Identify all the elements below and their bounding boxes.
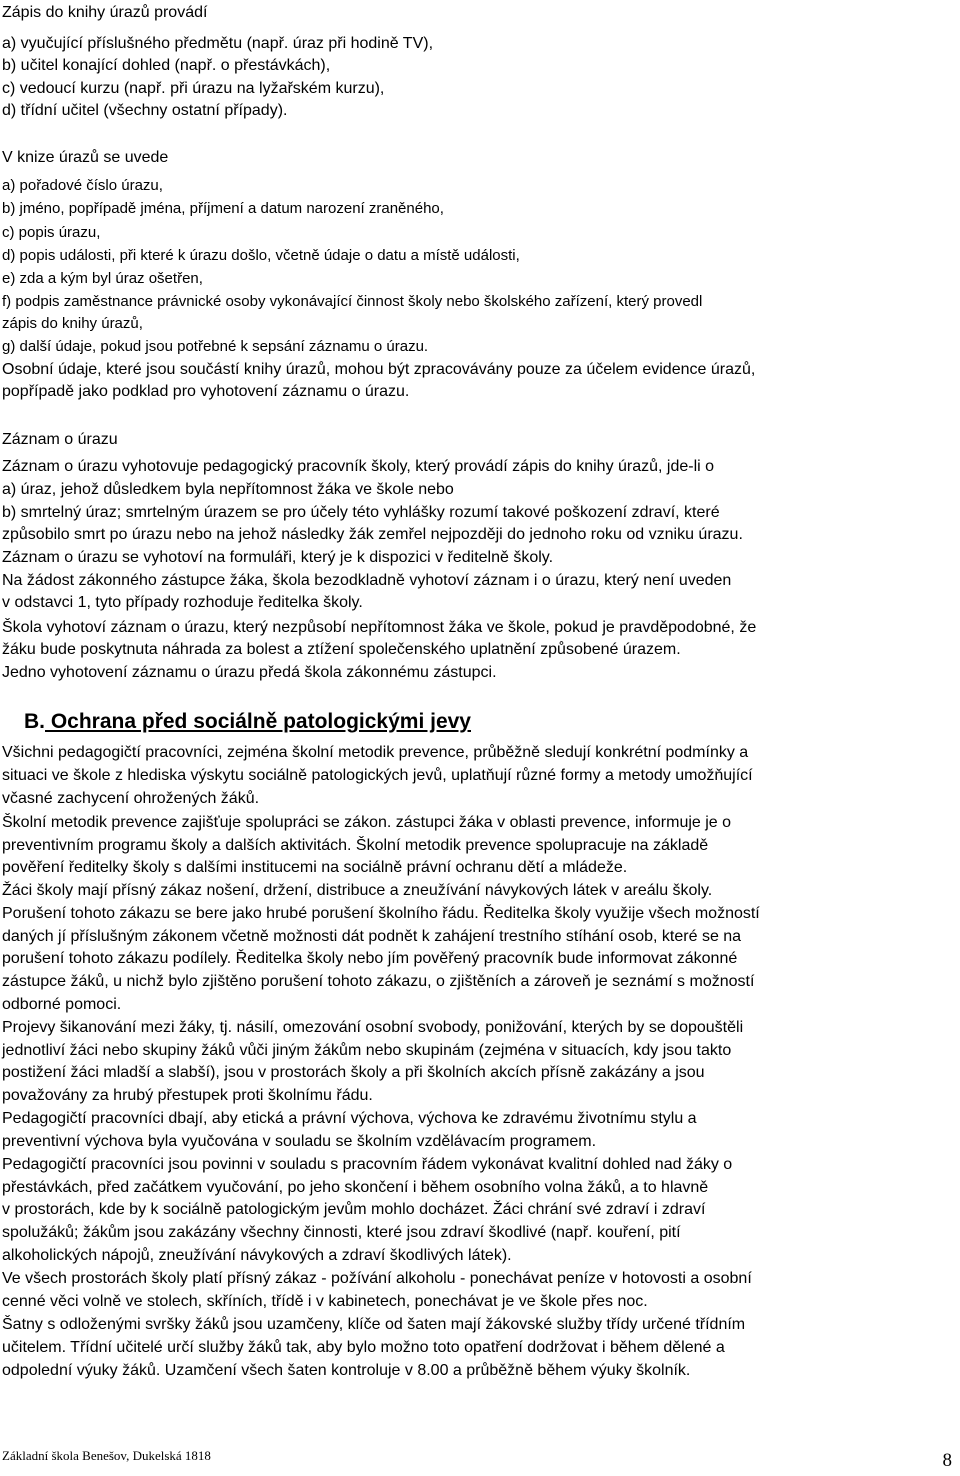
paragraph-line: zástupce žáků, u nichž bylo zjištěno porušení tohoto zákazu, o zjištěních a zároveň je seznámí s možností	[2, 973, 755, 990]
paragraph-line: Žáci školy mají přísný zákaz nošení, držení, distribuce a zneužívání návykových látek v areálu školy.	[2, 882, 713, 899]
paragraph-line: b) jméno, popřípadě jména, příjmení a datum narození zraněného,	[2, 200, 444, 217]
paragraph-line: c) popis úrazu,	[2, 224, 101, 241]
paragraph-line: a) pořadové číslo úrazu,	[2, 177, 163, 194]
paragraph-line: Všichni pedagogičtí pracovníci, zejména školní metodik prevence, průběžně sledují konkrétní podmínky a	[2, 744, 749, 761]
section-b-letter: B.	[24, 710, 45, 733]
paragraph-line: Škola vyhotoví záznam o úrazu, který nezpůsobí nepřítomnost žáka ve škole, pokud je pravděpodobné, že	[2, 619, 757, 636]
paragraph-line: v odstavci 1, tyto případy rozhoduje ředitelka školy.	[2, 594, 363, 611]
paragraph-line: Školní metodik prevence zajišťuje spolupráci se zákon. zástupci žáka v oblasti prevence, informuje je o	[2, 814, 732, 831]
footer-school-name: Základní škola Benešov, Dukelská 1818	[2, 1448, 211, 1463]
paragraph-line: cenné věci volně ve stolech, skříních, třídě i v kabinetech, ponechávat je ve škole přes noc.	[2, 1293, 648, 1310]
paragraph-line: Záznam o úrazu se vyhotoví na formuláři, který je k dispozici v ředitelně školy.	[2, 549, 554, 566]
paragraph-line: včasné zachycení ohrožených žáků.	[2, 790, 260, 807]
paragraph-line: jednotliví žáci nebo skupiny žáků vůči jiným žákům nebo skupinám (zejména v situacích, kdy jsou takto	[2, 1042, 732, 1059]
paragraph-line: zápis do knihy úrazů,	[2, 315, 143, 332]
paragraph-line: Jedno vyhotovení záznamu o úrazu předá škola zákonnému zástupci.	[2, 664, 497, 681]
paragraph-line: pověření ředitelky školy s dalšími institucemi na sociálně právní ochranu dětí a mládeže.	[2, 859, 628, 876]
paragraph-line: Osobní údaje, které jsou součástí knihy úrazů, mohou být zpracovávány pouze za účelem evidence úrazů,	[2, 361, 756, 378]
paragraph-line: b) učitel konající dohled (např. o přestávkách),	[2, 57, 331, 74]
paragraph-line: Porušení tohoto zákazu se bere jako hrubé porušení školního řádu. Ředitelka školy využije všech možností	[2, 905, 760, 922]
paragraph-line: Ve všech prostorách školy platí přísný zákaz - požívání alkoholu - ponechávat peníze v hotovosti a osobní	[2, 1270, 752, 1287]
paragraph-line: d) třídní učitel (všechny ostatní případy).	[2, 102, 288, 119]
paragraph-line: Záznam o úrazu vyhotovuje pedagogický pracovník školy, který provádí zápis do knihy úrazů, jde-li o	[2, 458, 715, 475]
paragraph-line: preventivním programu školy a dalších aktivitách. Školní metodik prevence spolupracuje na základě	[2, 837, 709, 854]
section-heading: V knize úrazů se uvede	[2, 149, 169, 166]
paragraph-line: a) úraz, jehož důsledkem byla nepřítomnost žáka ve škole nebo	[2, 481, 454, 498]
paragraph-line: Šatny s odloženými svršky žáků jsou uzamčeny, klíče od šaten mají žákovské služby třídy určené třídním	[2, 1316, 746, 1333]
page-number: 8	[942, 1450, 952, 1471]
paragraph-line: daných jí příslušným zákonem včetně možnosti dát podnět k zahájení trestního stíhání osob, které se na	[2, 928, 742, 945]
paragraph-line: preventivní výchova byla vyučována v souladu se školním vzdělávacím programem.	[2, 1133, 597, 1150]
paragraph-line: odpolední výuky žáků. Uzamčení všech šaten kontroluje v 8.00 a průběžně během výuky školník.	[2, 1362, 691, 1379]
paragraph-line: e) zda a kým byl úraz ošetřen,	[2, 270, 203, 287]
paragraph-line: alkoholických nápojů, zneužívání návykových a zdraví škodlivých látek).	[2, 1247, 512, 1264]
paragraph-line: Projevy šikanování mezi žáky, tj. násilí, omezování osobní svobody, ponižování, kterých by se dopouštěli	[2, 1019, 744, 1036]
paragraph-line: porušení tohoto zákazu podílely. Ředitelka školy nebo jím pověřený pracovník bude informovat zákonné	[2, 950, 738, 967]
paragraph-line: situaci ve škole z hlediska výskytu sociálně patologických jevů, uplatňují různé formy a metody umožňující	[2, 767, 753, 784]
paragraph-line: způsobilo smrt po úrazu nebo na jehož následky žák zemřel nejpozději do jednoho roku od vzniku úrazu.	[2, 526, 743, 543]
paragraph-line: Pedagogičtí pracovníci dbají, aby etická a právní výchova, výchova ke zdravému životnímu stylu a	[2, 1110, 697, 1127]
section-b-heading	[24, 708, 471, 736]
paragraph-line: d) popis události, při které k úrazu došlo, včetně údaje o datu a místě události,	[2, 247, 520, 264]
paragraph-line: postižení žáci mladší a slabší), jsou v prostorách školy a při školních akcích přísně zakázány a jsou	[2, 1064, 705, 1081]
section-b-title: Ochrana před sociálně patologickými jevy	[45, 710, 471, 733]
paragraph-line: v prostorách, kde by k sociálně patologickým jevům mohlo docházet. Žáci chrání své zdraví i zdraví	[2, 1201, 706, 1218]
paragraph-line: a) vyučující příslušného předmětu (např. úraz při hodině TV),	[2, 35, 434, 52]
section-heading: Záznam o úrazu	[2, 431, 118, 448]
paragraph-line: odborné pomoci.	[2, 996, 122, 1013]
paragraph-line: popřípadě jako podklad pro vyhotovení záznamu o úrazu.	[2, 383, 410, 400]
paragraph-line: považovány za hrubý přestupek proti školnímu řádu.	[2, 1087, 373, 1104]
paragraph-line: žáku bude poskytnuta náhrada za bolest a ztížení společenského uplatnění způsobené úrazem.	[2, 641, 681, 658]
paragraph-line: spolužáků; žákům jsou zakázány všechny činnosti, které jsou zdraví škodlivé (např. kouření, pití	[2, 1224, 681, 1241]
paragraph-line: učitelem. Třídní učitelé určí služby žáků tak, aby bylo možno toto opatření dodržovat i během dělené a	[2, 1339, 725, 1356]
paragraph-line: Pedagogičtí pracovníci jsou povinni v souladu s pracovním řádem vykonávat kvalitní dohled nad žáky o	[2, 1156, 733, 1173]
paragraph-line: f) podpis zaměstnance právnické osoby vykonávající činnost školy nebo školského zařízení, který provedl	[2, 293, 703, 310]
paragraph-line: Na žádost zákonného zástupce žáka, škola bezodkladně vyhotoví záznam i o úrazu, který není uveden	[2, 572, 732, 589]
paragraph-line: g) další údaje, pokud jsou potřebné k sepsání záznamu o úrazu.	[2, 338, 429, 355]
paragraph-line: Zápis do knihy úrazů provádí	[2, 4, 208, 21]
paragraph-line: c) vedoucí kurzu (např. při úrazu na lyžařském kurzu),	[2, 80, 385, 97]
paragraph-line: b) smrtelný úraz; smrtelným úrazem se pro účely této vyhlášky rozumí takové poškození zdraví, které	[2, 504, 720, 521]
paragraph-line: přestávkách, před začátkem vyučování, po jeho skončení i během osobního volna žáků, a to hlavně	[2, 1179, 709, 1196]
